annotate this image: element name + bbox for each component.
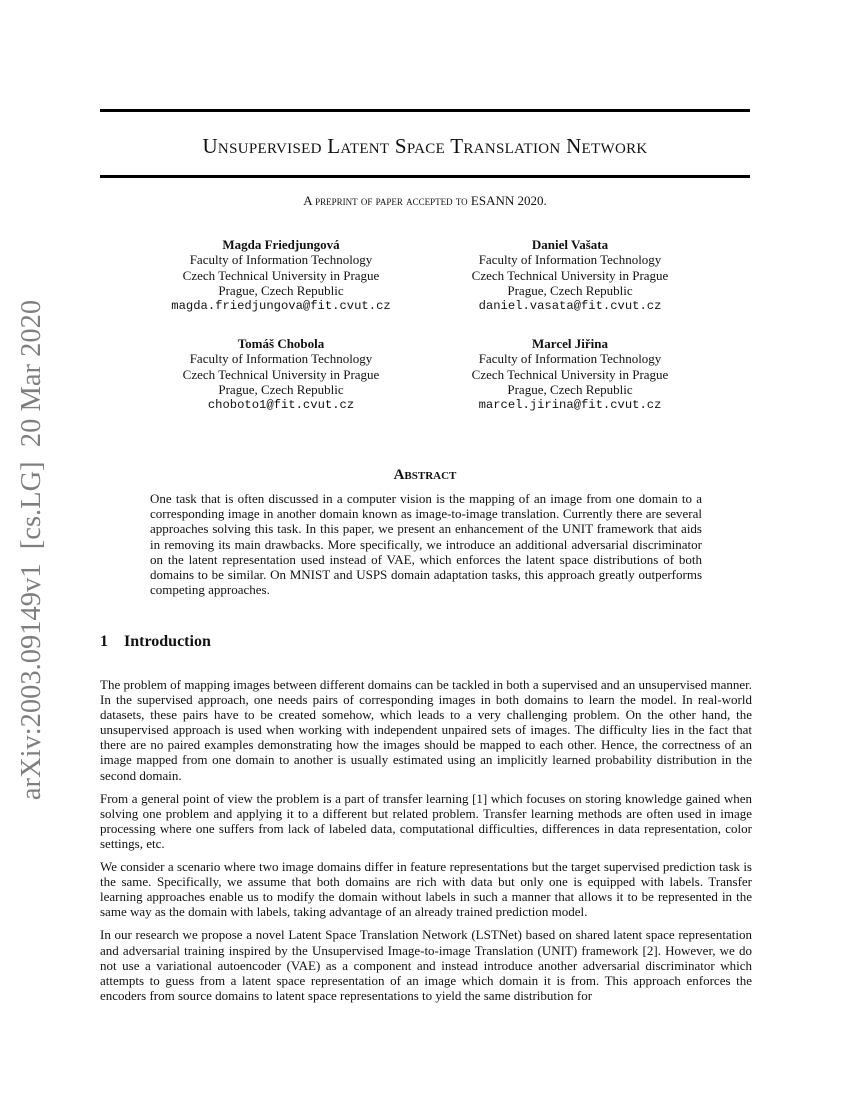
author-affiliation: Faculty of Information Technology (189, 252, 373, 268)
author-affiliation: Czech Technical University in Prague (182, 366, 380, 382)
author-email[interactable]: magda.friedjungova@fit.cvut.cz (171, 298, 391, 313)
section-title: Introduction (124, 633, 211, 650)
author-name: Daniel Vašata (531, 237, 609, 252)
author-affiliation: Prague, Czech Republic (507, 283, 633, 299)
author-affiliation: Faculty of Information Technology (189, 351, 373, 367)
author-email[interactable]: daniel.vasata@fit.cvut.cz (478, 298, 662, 313)
author-name: Magda Friedjungová (222, 237, 340, 252)
author-affiliation: Faculty of Information Technology (478, 351, 662, 367)
body-paragraph: We consider a scenario where two image domains differ in feature representations but the target supervised prediction task is the same. Specifically, we assume that both domains are rich with data but only one is equipped with labels. Transfer learning approaches enable us to modify the domain without labels in such a manner that allows it to be represented in the same way as the domain with labels, taking advantage of an already trained prediction model. (100, 859, 752, 920)
author-email[interactable]: choboto1@fit.cvut.cz (207, 397, 355, 412)
author-name: Marcel Jiřina (532, 336, 608, 351)
author-name: Tomáš Chobola (237, 336, 325, 351)
author-affiliation: Prague, Czech Republic (218, 382, 344, 398)
abstract-heading: Abstract (393, 467, 457, 483)
title-rule-bottom (100, 175, 750, 178)
arxiv-stamp (6, 290, 58, 810)
author-affiliation: Prague, Czech Republic (507, 382, 633, 398)
body-paragraph: From a general point of view the problem is a part of transfer learning [1] which focuses on storing knowledge gained when solving one problem and applying it to a different but related problem. Transfer learning methods are often used in image processing where one suffers from lack of labeled data, computational difficulties, differences in data representation, color settings, etc. (100, 790, 752, 851)
author-email[interactable]: marcel.jirina@fit.cvut.cz (478, 397, 662, 412)
author-block (131, 237, 431, 314)
preprint-note: A preprint of paper accepted to ESANN 2020. (303, 193, 547, 208)
author-block (131, 336, 431, 413)
author-affiliation: Faculty of Information Technology (478, 252, 662, 268)
author-affiliation: Czech Technical University in Prague (471, 267, 669, 283)
body-paragraph: The problem of mapping images between different domains can be tackled in both a supervised and an unsupervised manner. In the supervised approach, one needs pairs of corresponding images in both domains to learn the model. In real-world datasets, these pairs have to be created somehow, which leads to a very challenging problem. On the other hand, the unsupervised approach is used when working with independent unpaired sets of images. The difficulty lies in the fact that there are no paired examples demonstrating how the images should be mapped to each other. Hence, the correctness of an image mapped from one domain to another is usually estimated using an implicitly learned probability distribution in the second domain. (100, 677, 752, 783)
author-block (420, 336, 720, 413)
section-body (100, 677, 752, 1011)
paper-title: Unsupervised Latent Space Translation Network (202, 134, 648, 158)
section-number: 1 (100, 633, 108, 650)
author-affiliation: Czech Technical University in Prague (471, 366, 669, 382)
body-paragraph: In our research we propose a novel Latent Space Translation Network (LSTNet) based on shared latent space representation and adversarial training inspired by the Unsupervised Image-to-image Translation (UNIT) framework [2]. However, we do not use a variational autoencoder (VAE) as a component and instead introduce another adversarial discriminator which attempts to guess from a latent space representation of an image which domain it is from. This approach enforces the encoders from source domains to latent space representations to yield the same distribution for (100, 927, 752, 1003)
author-affiliation: Czech Technical University in Prague (182, 267, 380, 283)
author-affiliation: Prague, Czech Republic (218, 283, 344, 299)
title-rule-top (100, 109, 750, 112)
arxiv-stamp-text[interactable]: arXiv:2003.09149v1 [cs.LG] 20 Mar 2020 (16, 299, 48, 801)
author-block (420, 237, 720, 314)
abstract-text: One task that is often discussed in a computer vision is the mapping of an image from one domain to a corresponding image in another domain known as image-to-image translation. Currently there are several approaches solving this task. In this paper, we present an enhancement of the UNIT framework that aids in removing its main drawbacks. More specifically, we introduce an additional adversarial discriminator on the latent representation used instead of VAE, which enforces the latent space distributions of both domains to be similar. On MNIST and USPS domain adaptation tasks, this approach greatly outperforms competing approaches. (150, 491, 702, 598)
section-heading (100, 633, 211, 651)
